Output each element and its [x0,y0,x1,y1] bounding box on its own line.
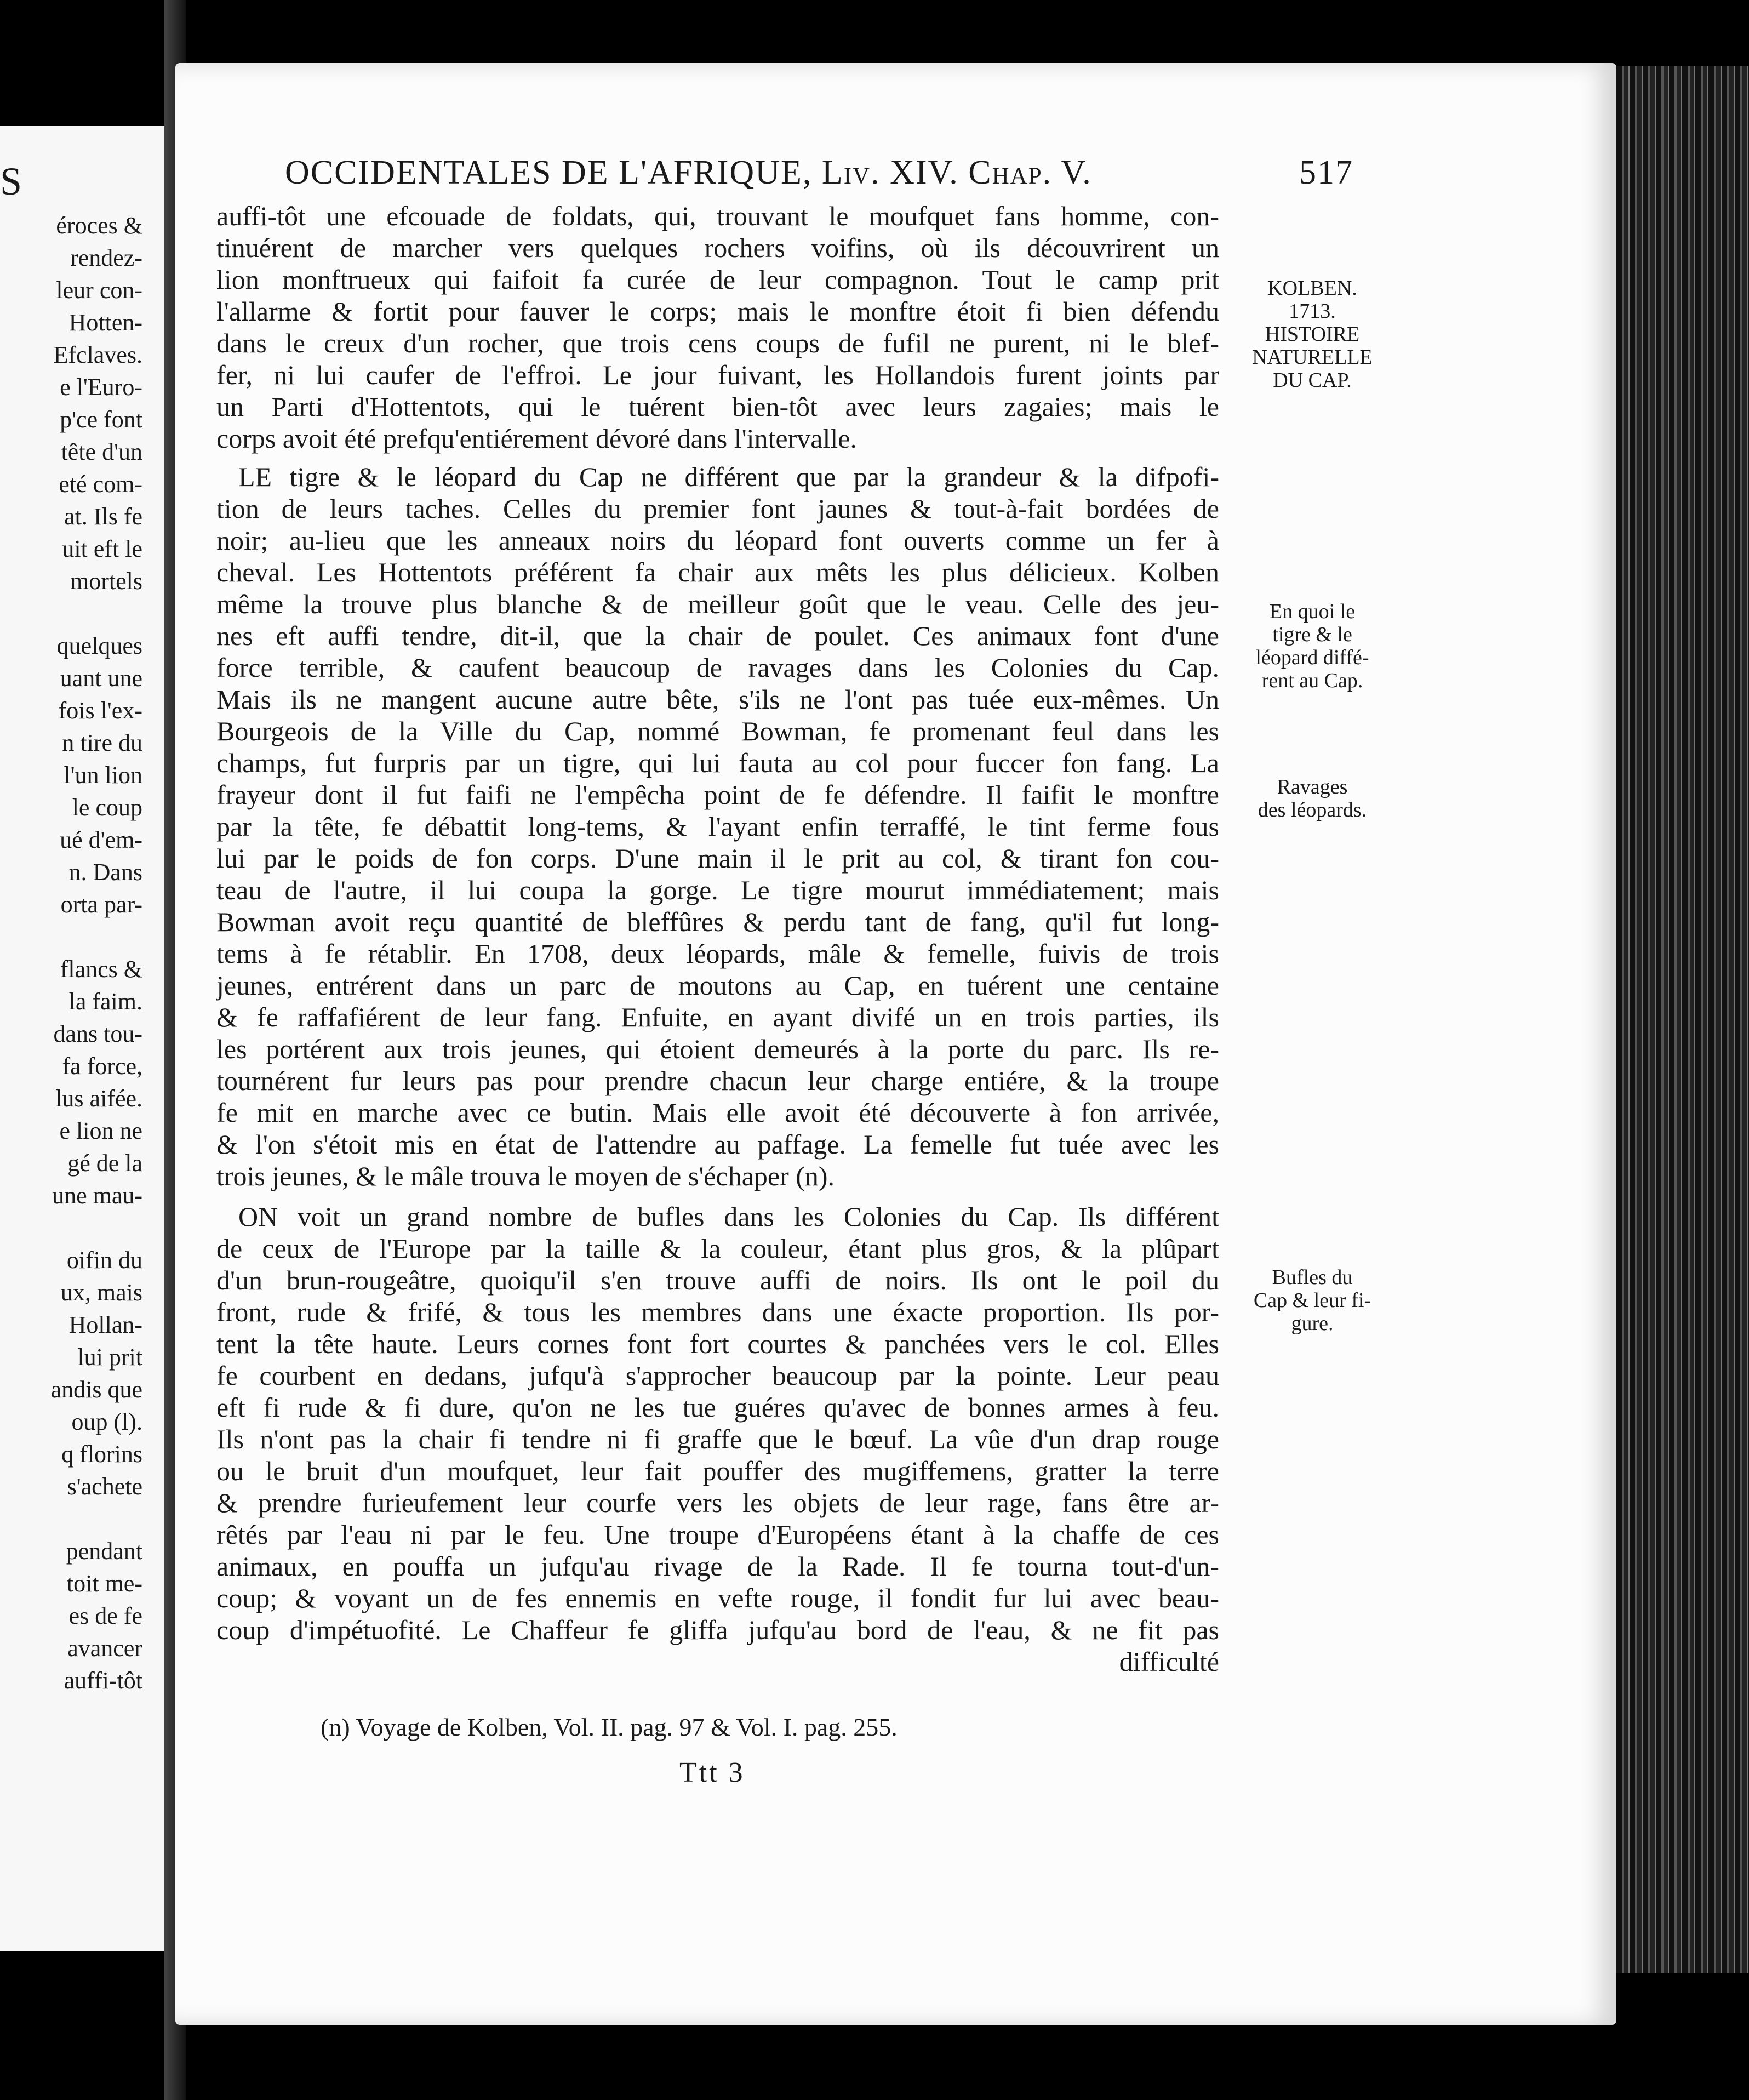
text-line: eft fi rude & fi dure, qu'on ne les tue guéres qu'avec de bonnes armes à feu. [216,1392,1219,1423]
left-page-line: toit me- [66,1570,142,1597]
text-line: par la tête, fe débattit long-tems, & l'ayant enfin terraffé, le tint ferme fous [216,811,1219,842]
text-line: corps avoit été prefqu'entiérement dévoré dans l'intervalle. [216,423,857,454]
text-line: l'allarme & fortit pour fauver le corps; mais le monftre étoit fi bien défendu [216,296,1219,327]
left-page-line: e l'Euro- [60,374,142,401]
text-line: ON voit un grand nombre de bufles dans les Colonies du Cap. Ils différent [238,1201,1219,1232]
page-number: 517 [1299,154,1353,191]
footnote: (n) Voyage de Kolben, Vol. II. pag. 97 & Vol. I. pag. 255. [321,1713,898,1741]
text-line: & fe raffafiérent de leur fang. Enfuite, en ayant divifé un en trois parties, ils [216,1002,1219,1032]
left-page-line: avancer [67,1635,142,1662]
left-page-line: une mau- [52,1182,142,1209]
left-page-line: pendant [66,1538,142,1565]
left-page-line: n. Dans [68,859,142,886]
left-page-line: lus aifée. [55,1085,142,1112]
running-head-title: OCCIDENTALES DE L'AFRIQUE, Liv. XIV. Chap. V. [285,154,1092,191]
left-page-line: la faim. [68,988,142,1015]
text-line: tion de leurs taches. Celles du premier font jaunes & tout-à-fait bordées de [216,493,1219,524]
left-page-line: Hollan- [68,1311,142,1338]
text-line: même la trouve plus blanche & de meilleur goût que le veau. Celle des jeu- [216,589,1219,619]
margin-note-ravages: Ravages des léopards. [1258,775,1367,821]
left-page-line: oup (l). [71,1408,142,1435]
text-line: fe mit en marche avec ce butin. Mais elle avoit été découverte à fon arrivée, [216,1097,1219,1128]
left-page-line: gé de la [67,1150,142,1177]
left-page-line: eté com- [59,471,142,498]
text-line: frayeur dont il fut faifi ne l'empêcha point de fe défendre. Il faifit le monftre [216,779,1219,810]
left-page-line: p'ce font [60,406,142,433]
text-line: tems à fe rétablir. En 1708, deux léopards, mâle & femelle, fuivis de trois [216,938,1219,969]
left-page-line: flancs & [60,956,142,983]
left-page-line: tête d'un [61,438,142,465]
left-page-line: q florins [61,1441,142,1468]
text-line: un Parti d'Hottentots, qui le tuérent bien-tôt avec leurs zagaies; mais le [216,391,1219,422]
left-page-fragment [0,126,164,1951]
text-line: Bourgeois de la Ville du Cap, nommé Bowman, fe promenant feul dans les [216,716,1219,746]
text-line: fer, ni lui caufer de l'effroi. Le jour fuivant, les Hollandois furent joints par [216,359,1219,390]
left-page-line: fois l'ex- [58,697,142,724]
text-line: front, rude & frifé, & tous les membres dans une éxacte proportion. Ils por- [216,1297,1219,1327]
book-page [175,63,1616,2025]
text-line: & l'on s'étoit mis en état de l'attendre au paffage. La femelle fut tuée avec les [216,1129,1219,1160]
main-text [216,200,1219,1677]
text-line: ou le bruit d'un moufquet, leur fait pouffer des mugiffemens, gratter la terre [216,1456,1219,1486]
text-line: dans le creux d'un rocher, que trois cens coups de fufil ne purent, ni le blef- [216,328,1219,358]
text-line: de ceux de l'Europe par la taille & la couleur, étant plus gros, & la plûpart [216,1233,1219,1264]
text-line: & prendre furieufement leur courfe vers les objets de leur rage, fans être ar- [216,1487,1219,1518]
text-line: trois jeunes, & le mâle trouva le moyen de s'échaper (n). [216,1161,835,1191]
text-line: lui par le poids de fon corps. D'une main il le prit au col, & tirant fon cou- [216,843,1219,874]
left-page-line: ué d'em- [60,826,142,853]
text-line: nes eft auffi tendre, dit-il, que la chair de poulet. Ces animaux font d'une [216,620,1219,651]
text-line: tournérent fur leurs pas pour prendre chacun leur charge entiére, & la troupe [216,1065,1219,1096]
text-line: Ils n'ont pas la chair fi tendre ni fi graffe que le bœuf. La vûe d'un drap rouge [216,1424,1219,1454]
catchword: difficulté [1119,1646,1219,1677]
left-page-line: mortels [70,568,142,595]
left-page-line: orta par- [60,891,142,918]
left-page-line: e lion ne [59,1117,142,1144]
left-page-line: uant une [60,665,142,692]
left-page-line: l'un lion [64,762,142,789]
left-page-line: Efclaves. [53,341,142,368]
left-page-line: auffi-tôt [64,1667,142,1694]
text-line: tinuérent de marcher vers quelques rochers voifins, où ils découvrirent un [216,232,1219,263]
left-page-header: S [0,159,22,203]
left-page-line: n tire du [62,729,142,756]
text-line: jeunes, entrérent dans un parc de moutons au Cap, en tuérent une centaine [216,970,1219,1001]
left-page-line: le coup [72,794,142,821]
margin-note-bufles: Bufles du Cap & leur fi- gure. [1253,1266,1371,1335]
signature-mark: Ttt 3 [679,1757,745,1788]
left-page-line: dans tou- [53,1020,142,1047]
text-line: auffi-tôt une efcouade de foldats, qui, trouvant le moufquet fans homme, con- [216,201,1219,231]
text-line: teau de l'autre, il lui coupa la gorge. Le tigre mourut immédiatement; mais [216,875,1219,905]
left-page-line: fa force, [62,1053,142,1080]
text-line: tent la tête haute. Leurs cornes font fort courtes & panchées vers le col. Elles [216,1328,1219,1359]
text-line: d'un brun-rougeâtre, quoiqu'il s'en trouve auffi de noirs. Ils ont le poil du [216,1265,1219,1296]
text-line: Mais ils ne mangent aucune autre bête, s'ils ne l'ont pas tuée eux-mêmes. Un [216,684,1219,715]
text-line: les portérent aux trois jeunes, qui étoient demeurés à la porte du parc. Ils re- [216,1034,1219,1064]
left-page-line: s'achete [67,1473,142,1500]
margin-note-tiger-leopard: En quoi le tigre & le léopard diffé- rent au Cap. [1255,600,1369,692]
text-line: force terrible, & caufent beaucoup de ravages dans les Colonies du Cap. [216,652,1219,683]
text-line: champs, fut furpris par un tigre, qui lui fauta au col pour fuccer fon fang. La [216,747,1219,778]
text-line: noir; au-lieu que les anneaux noirs du léopard font ouverts comme un fer à [216,525,1219,556]
text-line: coup d'impétuofité. Le Chaffeur fe gliffa jufqu'au bord de l'eau, & ne fit pas [216,1614,1219,1645]
left-page-line: es de fe [68,1602,142,1629]
text-line: Bowman avoit reçu quantité de bleffûres & perdu tant de fang, qu'il fut long- [216,906,1219,937]
left-page-line: ux, mais [60,1279,142,1306]
left-page-line: lui prit [77,1344,142,1371]
text-line: coup; & voyant un de fes ennemis en vefte rouge, il fondit fur lui avec beau- [216,1583,1219,1613]
page-edges [1616,66,1749,1973]
left-page-line: andis que [50,1376,142,1403]
text-line: fe courbent en dedans, jufqu'à s'approcher beaucoup par la pointe. Leur peau [216,1360,1219,1391]
left-page-line: Hotten- [68,309,142,336]
left-page-line: rendez- [70,244,142,271]
text-line: cheval. Les Hottentots préférent fa chair aux mêts les plus délicieux. Kolben [216,557,1219,587]
text-line: animaux, en pouffa un jufqu'au rivage de la Rade. Il fe tourna tout-d'un- [216,1551,1219,1582]
margin-note-kolben: KOLBEN. 1713. HISTOIRE NATURELLE DU CAP. [1252,277,1373,392]
left-page-line: leur con- [56,277,142,304]
left-page-line: oifin du [66,1247,142,1274]
text-line: LE tigre & le léopard du Cap ne différent que par la grandeur & la difpofi- [238,461,1219,492]
left-page-line: éroces & [56,212,142,239]
running-head [285,153,1353,192]
left-page-line: uit eft le [62,535,142,562]
text-line: lion monftrueux qui faifoit fa curée de leur compagnon. Tout le camp prit [216,264,1219,295]
text-line: rêtés par l'eau ni par le feu. Une troupe d'Européens étant à la chaffe de ces [216,1519,1219,1550]
left-page-line: at. Ils fe [64,503,142,530]
left-page-line: quelques [56,632,142,659]
